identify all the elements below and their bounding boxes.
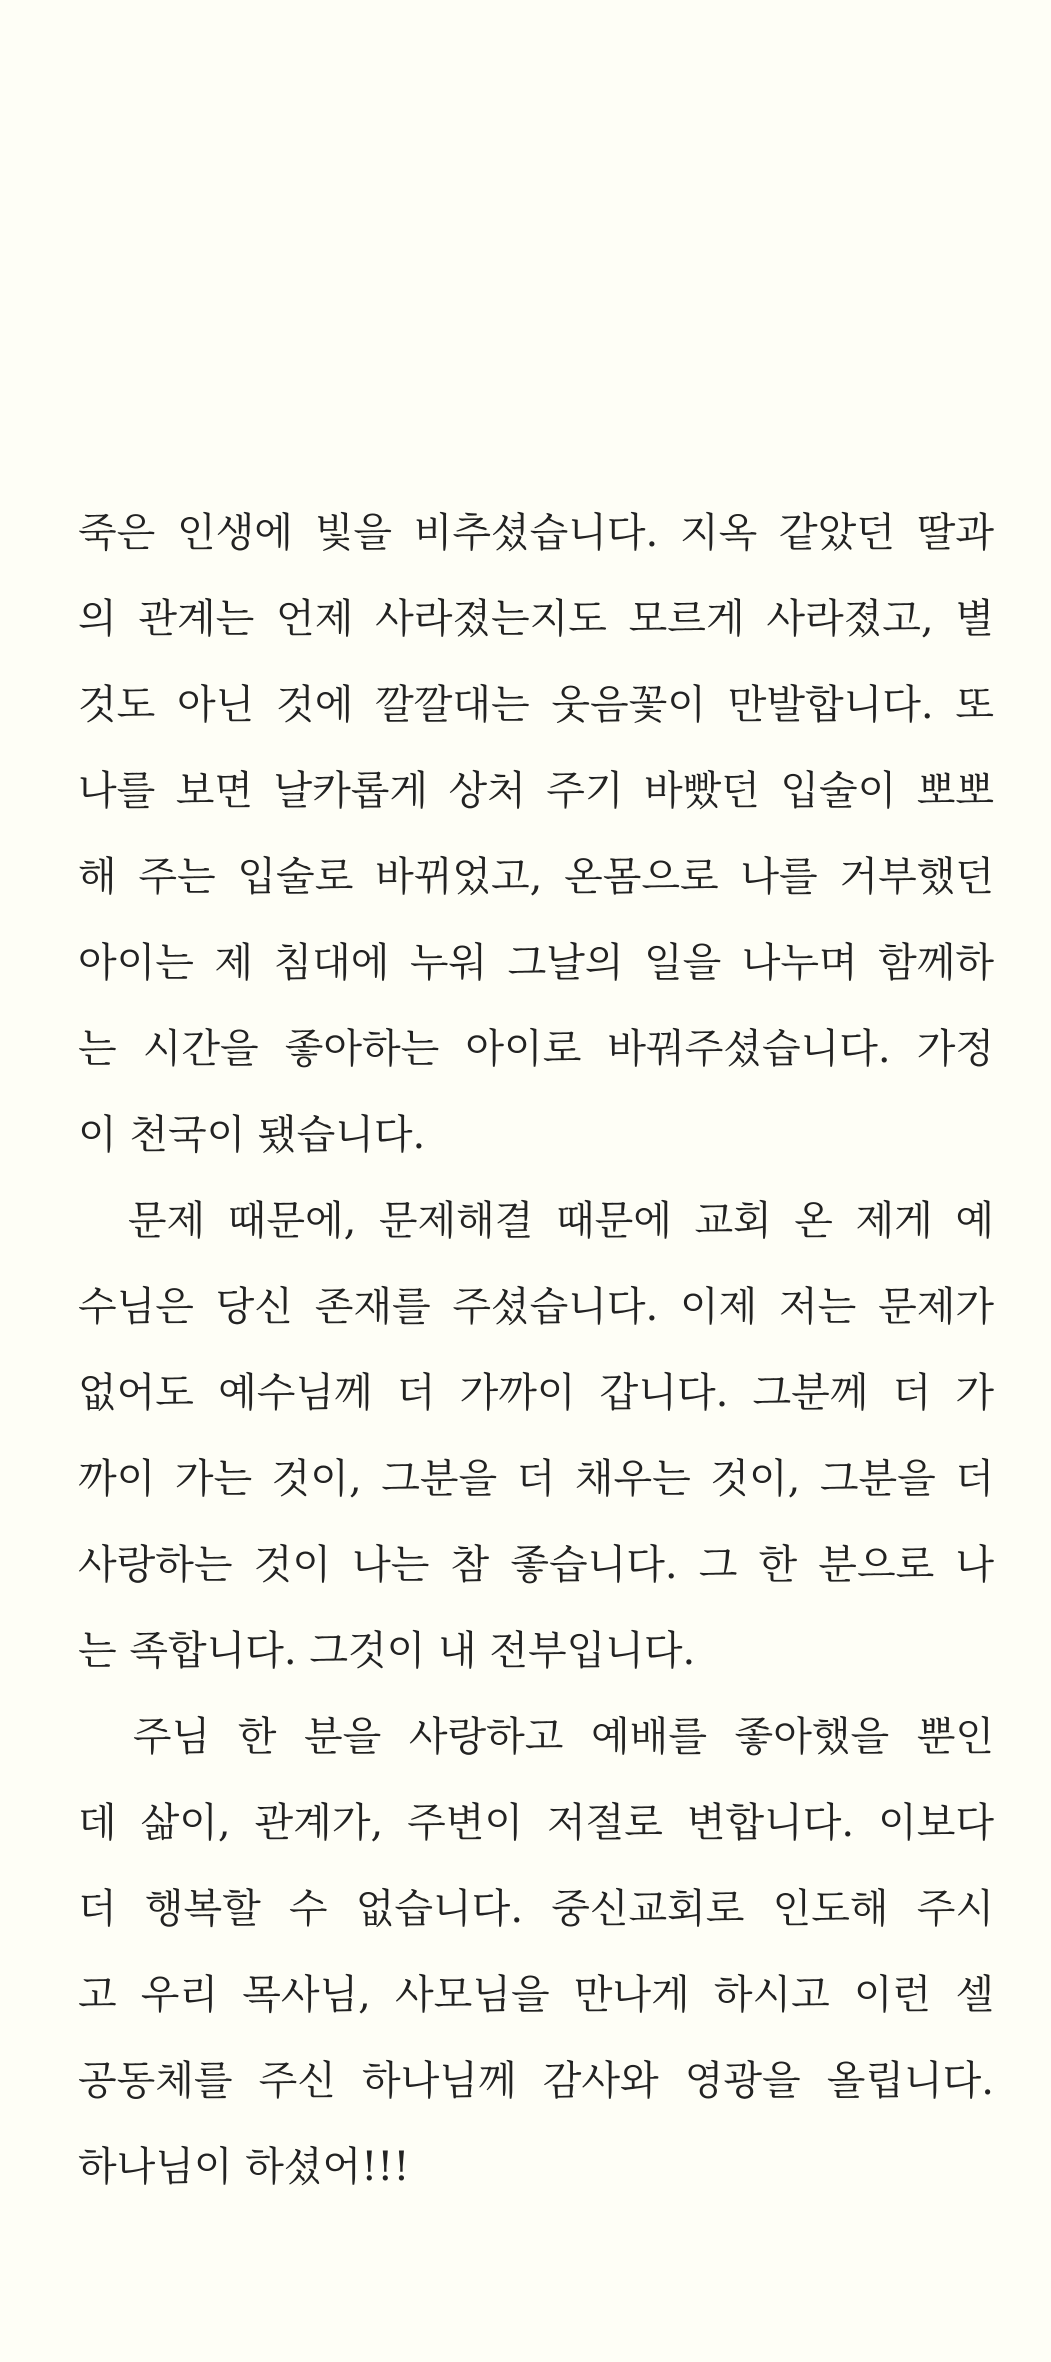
text-line: 문제 때문에, 문제해결 때문에 교회 온 제게 예 [78,1198,994,1244]
paragraph-1 [78,490,994,1178]
text-line: 죽은 인생에 빛을 비추셨습니다. 지옥 같았던 딸과 [78,510,994,556]
text-line: 는 족합니다. 그것이 내 전부입니다. [78,1628,696,1674]
text-line: 사랑하는 것이 나는 참 좋습니다. 그 한 분으로 나 [78,1542,994,1588]
paragraph-3 [78,1694,994,2210]
text-line: 해 주는 입술로 바뀌었고, 온몸으로 나를 거부했던 [78,854,994,900]
text-line: 는 시간을 좋아하는 아이로 바꿔주셨습니다. 가정 [78,1026,994,1072]
body-text [78,490,994,2210]
text-line: 공동체를 주신 하나님께 감사와 영광을 올립니다. [78,2058,994,2104]
paragraph-2 [78,1178,994,1694]
text-line: 주님 한 분을 사랑하고 예배를 좋아했을 뿐인 [78,1714,994,1760]
text-line: 더 행복할 수 없습니다. 중신교회로 인도해 주시 [78,1886,994,1932]
text-line: 의 관계는 언제 사라졌는지도 모르게 사라졌고, 별 [78,596,994,642]
text-line: 아이는 제 침대에 누워 그날의 일을 나누며 함께하 [78,940,994,986]
text-line: 나를 보면 날카롭게 상처 주기 바빴던 입술이 뽀뽀 [78,768,994,814]
text-line: 것도 아닌 것에 깔깔대는 웃음꽃이 만발합니다. 또 [78,682,994,728]
text-line: 고 우리 목사님, 사모님을 만나게 하시고 이런 셀 [78,1972,994,2018]
text-line: 하나님이 하셨어!!! [78,2144,410,2190]
text-line: 없어도 예수님께 더 가까이 갑니다. 그분께 더 가 [78,1370,994,1416]
text-line: 수님은 당신 존재를 주셨습니다. 이제 저는 문제가 [78,1284,994,1330]
text-line: 데 삶이, 관계가, 주변이 저절로 변합니다. 이보다 [78,1800,994,1846]
text-line: 이 천국이 됐습니다. [78,1112,426,1158]
text-line: 까이 가는 것이, 그분을 더 채우는 것이, 그분을 더 [78,1456,994,1502]
